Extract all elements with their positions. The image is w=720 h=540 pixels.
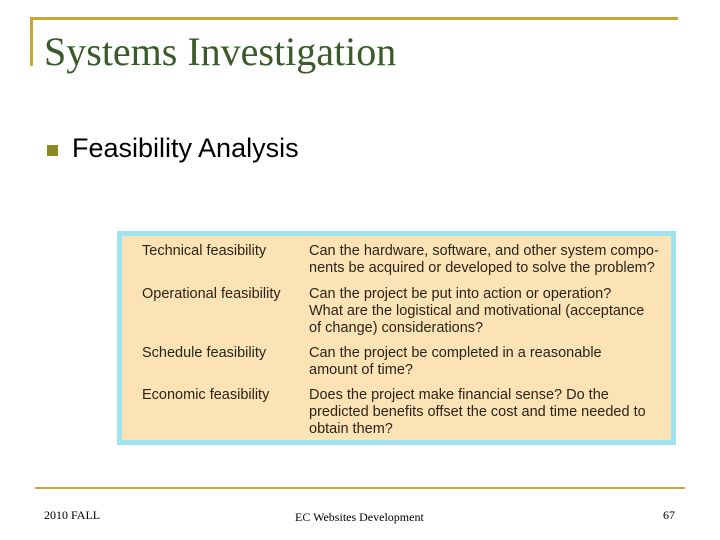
slide-title: Systems Investigation	[44, 29, 397, 74]
footer-term: 2010 FALL	[44, 508, 101, 522]
footer-divider	[35, 487, 685, 489]
slide-frame-top	[30, 17, 678, 20]
footer-course-title: EC Websites Development	[295, 510, 424, 524]
feasibility-table	[117, 231, 676, 445]
feasibility-description: Does the project make financial sense? Do the predicted benefits offset the cost and time needed to obtain them?	[309, 387, 646, 437]
feasibility-description: Can the project be put into action or operation? What are the logistical and motivational (acceptance of change) considerations?	[309, 286, 645, 336]
bullet-square-icon	[47, 145, 58, 156]
page-number: 67	[663, 508, 675, 522]
feasibility-description: Can the project be completed in a reasonable amount of time?	[309, 345, 602, 378]
feasibility-term: Economic feasibility	[142, 387, 270, 403]
slide-frame-left	[30, 17, 33, 66]
feasibility-term: Operational feasibility	[142, 286, 281, 302]
feasibility-description: Can the hardware, software, and other system compo- nents be acquired or developed to solve the problem?	[309, 243, 659, 276]
bullet-text: Feasibility Analysis	[72, 133, 299, 163]
feasibility-term: Schedule feasibility	[142, 345, 267, 361]
feasibility-term: Technical feasibility	[142, 243, 267, 259]
